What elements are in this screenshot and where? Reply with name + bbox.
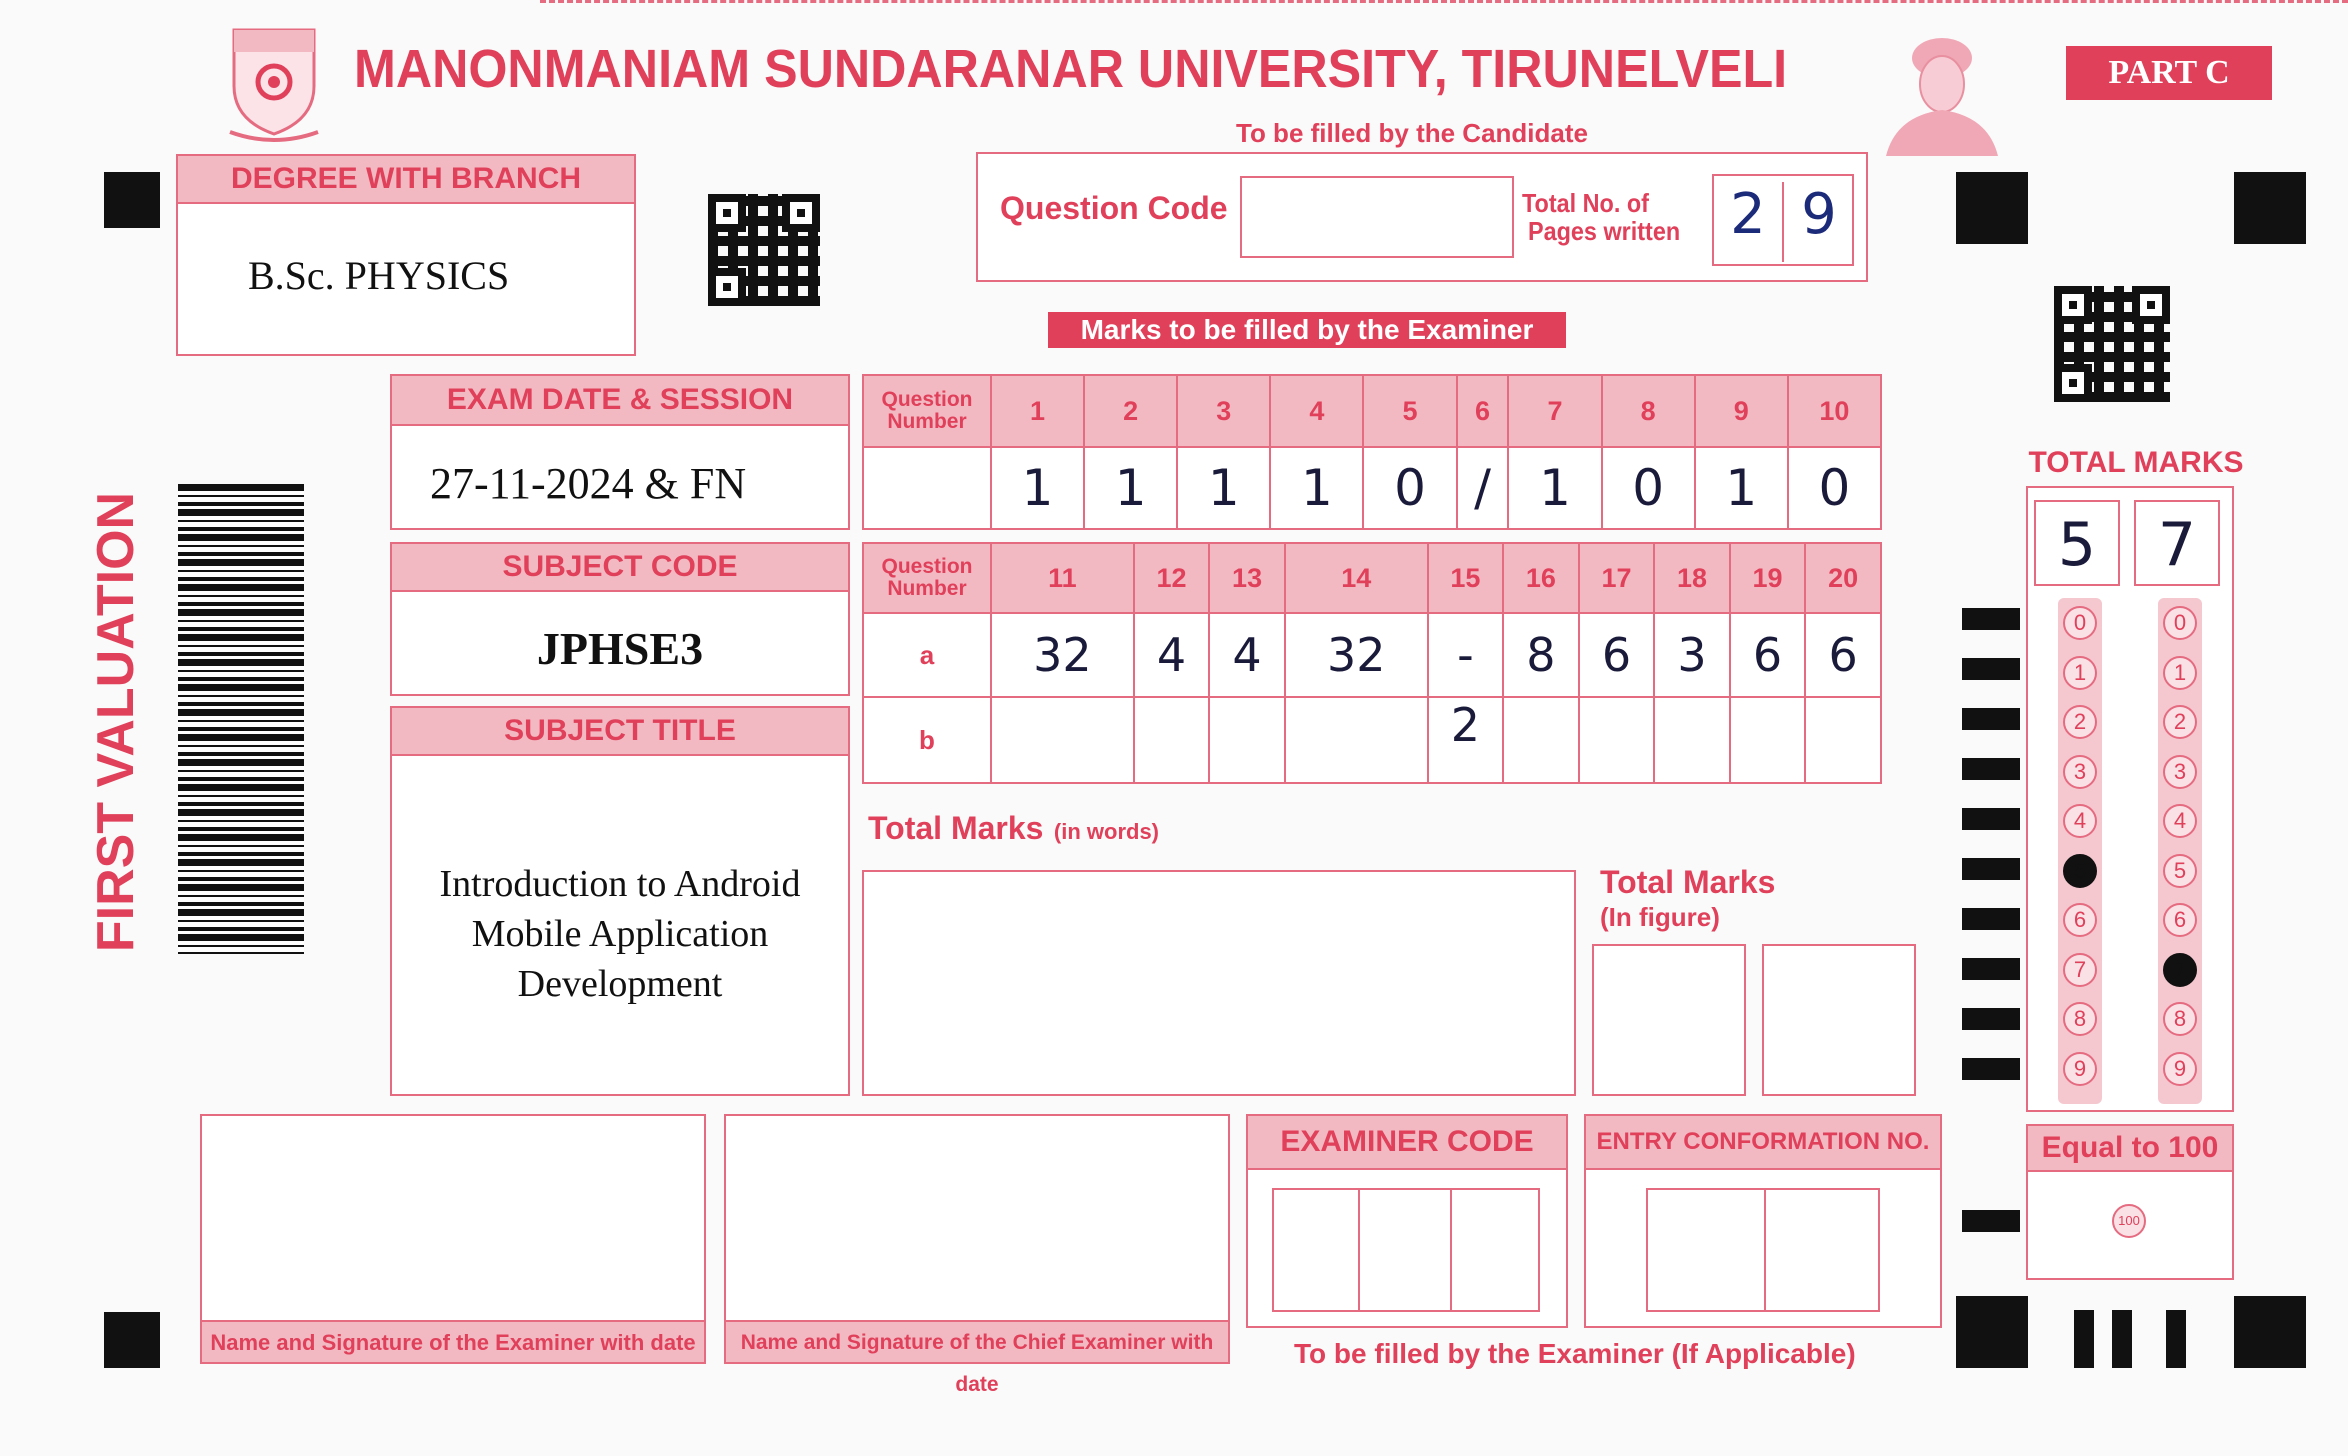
timing-mark [2112, 1310, 2132, 1368]
candidate-note: To be filled by the Candidate [1236, 118, 1588, 148]
question-number: 4 [1270, 375, 1363, 447]
question-code-label: Question Code [1000, 190, 1228, 226]
degree-label: DEGREE WITH BRANCH [178, 156, 634, 204]
university-title: MANONMANIAM SUNDARANAR UNIVERSITY, TIRUNELVELI [354, 39, 1788, 99]
timing-mark [2074, 1310, 2094, 1368]
total-digit[interactable]: 7 [2134, 500, 2220, 586]
registration-mark [2234, 1296, 2306, 1368]
mark-cell[interactable]: 1 [1084, 447, 1177, 529]
mark-cell[interactable]: 1 [1508, 447, 1601, 529]
question-number: 11 [991, 543, 1134, 613]
mark-cell[interactable]: 32 [1285, 613, 1428, 697]
total-marks-omr [2026, 486, 2234, 1112]
qr-code [2054, 286, 2170, 402]
mark-cell[interactable]: 2 [1428, 697, 1504, 783]
degree-box [176, 154, 636, 356]
mark-cell[interactable]: 6 [1805, 613, 1881, 697]
question-number: 13 [1209, 543, 1285, 613]
question-number: 3 [1177, 375, 1270, 447]
subject-title-box [390, 706, 850, 1096]
mark-cell[interactable] [1805, 697, 1881, 783]
mark-cell[interactable] [1209, 697, 1285, 783]
timing-mark [2166, 1310, 2186, 1368]
omr-bubble-9[interactable]: 9 [2163, 1052, 2197, 1086]
omr-bubble-0[interactable]: 0 [2163, 606, 2197, 640]
part-badge: PART C [2066, 46, 2272, 100]
question-number: 1 [991, 375, 1084, 447]
timing-mark [1962, 858, 2020, 880]
omr-bubble-4[interactable]: 4 [2163, 804, 2197, 838]
subject-code-label: SUBJECT CODE [392, 544, 848, 592]
exam-date-box [390, 374, 850, 530]
mark-cell[interactable]: 4 [1134, 613, 1210, 697]
exam-date-label: EXAM DATE & SESSION [392, 376, 848, 426]
question-number: 6 [1457, 375, 1509, 447]
total-figure-title: Total Marks [1600, 864, 1776, 900]
mark-cell[interactable]: 1 [991, 447, 1084, 529]
registration-mark [104, 1312, 160, 1368]
question-number: 8 [1602, 375, 1695, 447]
registration-mark [2234, 172, 2306, 244]
timing-mark [1962, 1058, 2020, 1080]
examiner-signature-box[interactable] [200, 1114, 706, 1364]
total-words-label [868, 810, 1159, 847]
omr-bubble-9[interactable]: 9 [2063, 1052, 2097, 1086]
pages-digit: 2 [1714, 182, 1784, 262]
top-perforation [540, 0, 2348, 4]
timing-mark [1962, 1008, 2020, 1030]
omr-bubble-5[interactable]: 5 [2063, 854, 2097, 888]
mark-cell[interactable]: 3 [1654, 613, 1730, 697]
omr-bubble-2[interactable]: 2 [2063, 705, 2097, 739]
registration-mark [1956, 1296, 2028, 1368]
total-digit[interactable]: 5 [2034, 500, 2120, 586]
question-number-header: Question Number [863, 375, 991, 447]
examiner-signature-caption: Name and Signature of the Examiner with date [202, 1320, 704, 1362]
question-number: 2 [1084, 375, 1177, 447]
marks-table-2 [862, 542, 1882, 784]
examiner-code-field[interactable] [1272, 1188, 1540, 1312]
chief-signature-box[interactable] [724, 1114, 1230, 1396]
mark-cell[interactable] [1579, 697, 1655, 783]
mark-cell[interactable] [1654, 697, 1730, 783]
mark-cell[interactable] [1503, 697, 1579, 783]
barcode [178, 484, 304, 954]
registration-mark [1956, 172, 2028, 244]
total-words-sub: (in words) [1053, 819, 1160, 844]
question-number: 7 [1508, 375, 1601, 447]
mark-cell[interactable]: 0 [1602, 447, 1695, 529]
timing-mark [1962, 708, 2020, 730]
omr-bubble-5[interactable]: 5 [2163, 854, 2197, 888]
pages-label-2: Pages written [1528, 216, 1681, 246]
omr-bubble-0[interactable]: 0 [2063, 606, 2097, 640]
question-number: 12 [1134, 543, 1210, 613]
degree-value: B.Sc. PHYSICS [248, 253, 510, 298]
omr-bubble-7[interactable]: 7 [2063, 953, 2097, 987]
entry-conformation-box [1584, 1114, 1942, 1328]
question-number: 16 [1503, 543, 1579, 613]
mark-cell[interactable]: 6 [1730, 613, 1806, 697]
mark-cell[interactable]: 8 [1503, 613, 1579, 697]
entry-conformation-field[interactable] [1646, 1188, 1880, 1312]
question-number: 20 [1805, 543, 1881, 613]
subject-code-box [390, 542, 850, 696]
chief-signature-caption: Name and Signature of the Chief Examiner with date [726, 1320, 1228, 1362]
first-valuation-label: FIRST VALUATION [87, 491, 145, 953]
mark-cell[interactable]: 0 [1788, 447, 1881, 529]
university-logo [224, 24, 324, 144]
timing-mark [1962, 658, 2020, 680]
total-figure-field[interactable] [1592, 944, 1746, 1096]
mark-cell[interactable] [1730, 697, 1806, 783]
examiner-banner: Marks to be filled by the Examiner [1048, 312, 1566, 348]
examiner-code-label: EXAMINER CODE [1248, 1116, 1566, 1170]
omr-bubble-6[interactable]: 6 [2063, 903, 2097, 937]
footer-note: To be filled by the Examiner (If Applicable) [1294, 1338, 1856, 1369]
mark-cell[interactable]: - [1428, 613, 1504, 697]
question-number: 9 [1695, 375, 1788, 447]
subject-code-value: JPHSE3 [536, 623, 704, 674]
question-number: 17 [1579, 543, 1655, 613]
founder-portrait [1876, 30, 2006, 156]
subject-title-line: Introduction to Android [439, 863, 801, 905]
mark-cell[interactable] [991, 697, 1134, 783]
mark-cell[interactable] [1285, 697, 1428, 783]
omr-bubble-7[interactable]: 7 [2163, 953, 2197, 987]
equal-100-label: Equal to 100 [2028, 1126, 2232, 1172]
mark-cell[interactable]: 1 [1177, 447, 1270, 529]
marks-table-1 [862, 374, 1882, 530]
mark-cell[interactable]: 32 [991, 613, 1134, 697]
omr-bubble-6[interactable]: 6 [2163, 903, 2197, 937]
total-words-title: Total Marks [868, 810, 1044, 846]
pages-label-1: Total No. of [1522, 188, 1649, 218]
mark-cell[interactable] [1134, 697, 1210, 783]
mark-cell[interactable]: 1 [1270, 447, 1363, 529]
pages-digit-box[interactable] [1712, 174, 1854, 266]
timing-mark [1962, 1210, 2020, 1232]
omr-bubble-8[interactable]: 8 [2063, 1002, 2097, 1036]
timing-mark [1962, 958, 2020, 980]
pages-digit: 9 [1801, 182, 1837, 247]
question-number: 15 [1428, 543, 1504, 613]
question-number: 10 [1788, 375, 1881, 447]
exam-date-value: 27-11-2024 & FN [430, 459, 747, 508]
total-figure-sub: (In figure) [1600, 902, 1720, 932]
mark-cell[interactable]: 4 [1209, 613, 1285, 697]
row-a-label: a [863, 613, 991, 697]
registration-mark [104, 172, 160, 228]
subject-title-line: Development [517, 963, 723, 1005]
mark-cell[interactable]: 0 [1363, 447, 1456, 529]
question-number: 18 [1654, 543, 1730, 613]
equal-100-box [2026, 1124, 2234, 1280]
omr-bubble-4[interactable]: 4 [2063, 804, 2097, 838]
total-words-field[interactable] [862, 870, 1576, 1096]
question-number-header: Question Number [863, 543, 991, 613]
mark-cell[interactable]: / [1457, 447, 1509, 529]
omr-bubble-2[interactable]: 2 [2163, 705, 2197, 739]
total-figure-field[interactable] [1762, 944, 1916, 1096]
timing-mark [1962, 808, 2020, 830]
omr-bubble-3[interactable]: 3 [2063, 755, 2097, 789]
timing-mark [1962, 908, 2020, 930]
total-marks-title: TOTAL MARKS [2028, 446, 2244, 479]
timing-mark [1962, 758, 2020, 780]
omr-bubble-3[interactable]: 3 [2163, 755, 2197, 789]
entry-conformation-label: ENTRY CONFORMATION NO. [1586, 1116, 1940, 1170]
candidate-box [976, 152, 1868, 282]
subject-title-label: SUBJECT TITLE [392, 708, 848, 756]
question-number: 19 [1730, 543, 1806, 613]
timing-mark [1962, 608, 2020, 630]
bubble-100[interactable]: 100 [2112, 1204, 2146, 1238]
mark-cell[interactable]: 6 [1579, 613, 1655, 697]
row-b-label: b [863, 697, 991, 783]
subject-title-line: Mobile Application [471, 913, 769, 955]
qr-code [708, 194, 820, 306]
mark-cell[interactable]: 1 [1695, 447, 1788, 529]
question-number: 5 [1363, 375, 1456, 447]
omr-bubble-1[interactable]: 1 [2063, 656, 2097, 690]
examiner-code-box [1246, 1114, 1568, 1328]
question-number: 14 [1285, 543, 1428, 613]
mark-cell-empty [863, 447, 991, 529]
omr-bubble-8[interactable]: 8 [2163, 1002, 2197, 1036]
question-code-field[interactable] [1240, 176, 1514, 258]
omr-bubble-1[interactable]: 1 [2163, 656, 2197, 690]
